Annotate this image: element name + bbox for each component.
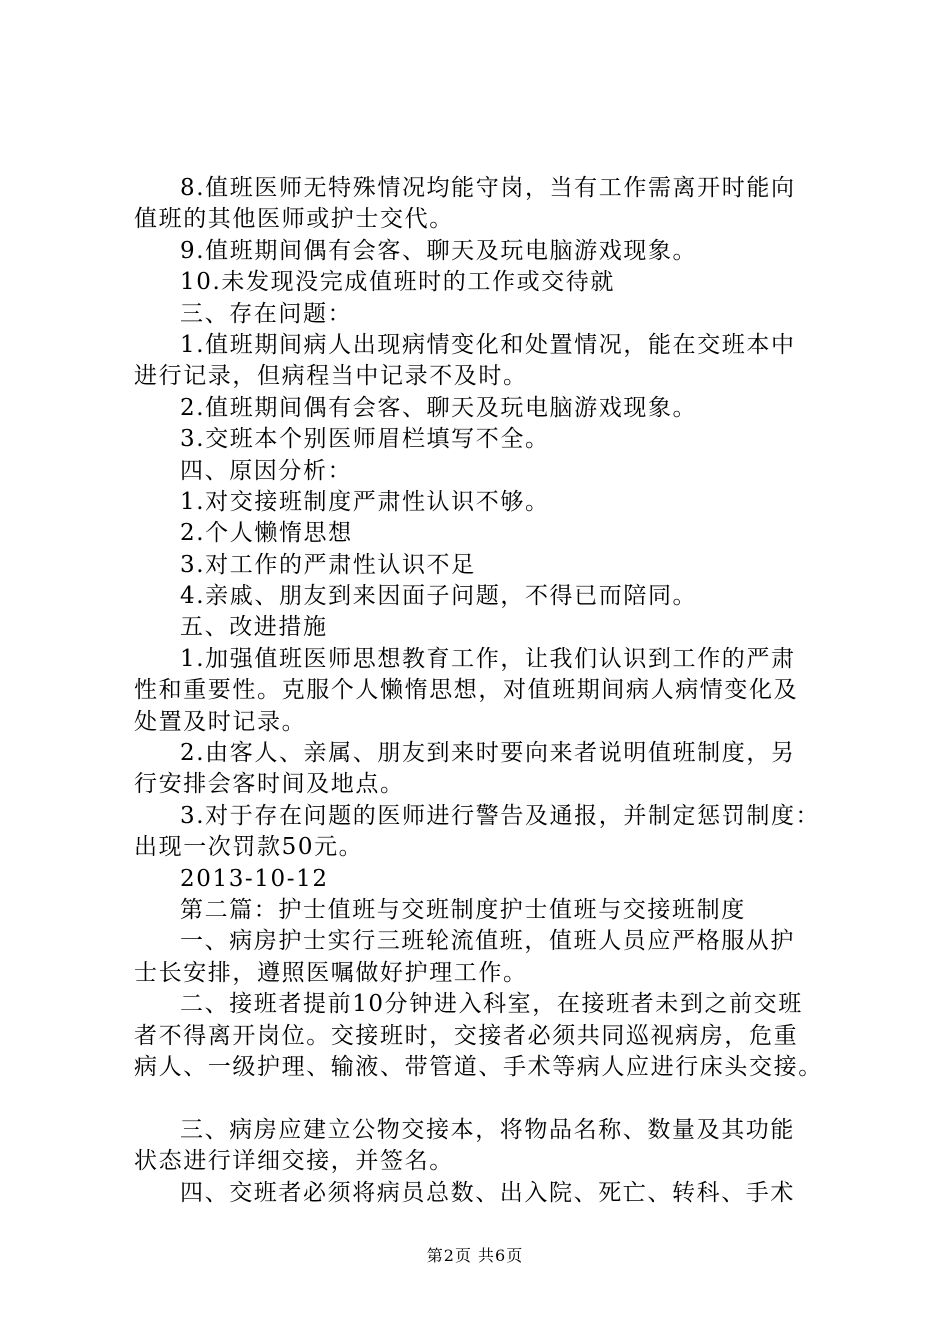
paragraph-line: 性和重要性。克服个人懒惰思想，对值班期间病人病情变化及 — [134, 677, 799, 704]
paragraph-line: 10.未发现没完成值班时的工作或交待就 — [180, 269, 615, 296]
paragraph-line: 值班的其他医师或护士交代。 — [134, 206, 454, 233]
paragraph-line: 3.对工作的严肃性认识不足 — [180, 551, 476, 578]
paragraph-line: 行安排会客时间及地点。 — [134, 771, 405, 798]
paragraph-line: 8.值班医师无特殊情况均能守岗，当有工作需离开时能向 — [180, 175, 796, 201]
paragraph-line: 1.对交接班制度严肃性认识不够。 — [180, 488, 550, 515]
paragraph-line: 一、病房护士实行三班轮流值班，值班人员应严格服从护 — [180, 928, 795, 955]
paragraph-line: 4.亲戚、朋友到来因面子问题，不得已而陪同。 — [180, 583, 698, 610]
section-heading: 三、存在问题： — [180, 300, 353, 327]
paragraph-line: 进行记录，但病程当中记录不及时。 — [134, 363, 528, 390]
paragraph-line: 处置及时记录。 — [134, 708, 307, 735]
paragraph-line: 9.值班期间偶有会客、聊天及玩电脑游戏现象。 — [180, 237, 698, 264]
paragraph-line: 三、病房应建立公物交接本，将物品名称、数量及其功能 — [180, 1116, 795, 1143]
paragraph-line: 病人、一级护理、输液、带管道、手术等病人应进行床头交接。 — [134, 1053, 823, 1080]
paragraph-line: 3.交班本个别医师眉栏填写不全。 — [180, 426, 550, 453]
section-heading: 五、改进措施 — [180, 614, 328, 641]
paragraph-line: 出现一次罚款50元。 — [134, 834, 364, 861]
paragraph-line: 状态进行详细交接，并签名。 — [134, 1148, 454, 1175]
chapter-title: 第二篇：护士值班与交班制度护士值班与交接班制度 — [180, 896, 746, 923]
paragraph-line: 者不得离开岗位。交接班时，交接者必须共同巡视病房，危重 — [134, 1022, 799, 1049]
paragraph-line: 1.值班期间病人出现病情变化和处置情况，能在交班本中 — [180, 331, 796, 358]
page-number-footer: 第2页 共6页 — [426, 1246, 524, 1265]
document-date: 2013-10-12 — [180, 865, 329, 892]
paragraph-line: 2.值班期间偶有会客、聊天及玩电脑游戏现象。 — [180, 394, 698, 421]
paragraph-line: 四、交班者必须将病员总数、出入院、死亡、转科、手术 — [180, 1179, 795, 1206]
blank-line — [134, 1083, 834, 1114]
paragraph-line: 二、接班者提前10分钟进入科室，在接班者未到之前交班 — [180, 991, 803, 1018]
paragraph-line: 2.由客人、亲属、朋友到来时要向来者说明值班制度，另 — [180, 740, 796, 767]
paragraph-line: 2.个人懒惰思想 — [180, 520, 353, 547]
document-body — [134, 173, 834, 1209]
paragraph-line: 3.对于存在问题的医师进行警告及通报，并制定惩罚制度： — [180, 802, 821, 829]
paragraph-line: 士长安排，遵照医嘱做好护理工作。 — [134, 959, 528, 986]
paragraph-line: 1.加强值班医师思想教育工作，让我们认识到工作的严肃 — [180, 645, 796, 672]
section-heading: 四、原因分析： — [180, 457, 353, 484]
